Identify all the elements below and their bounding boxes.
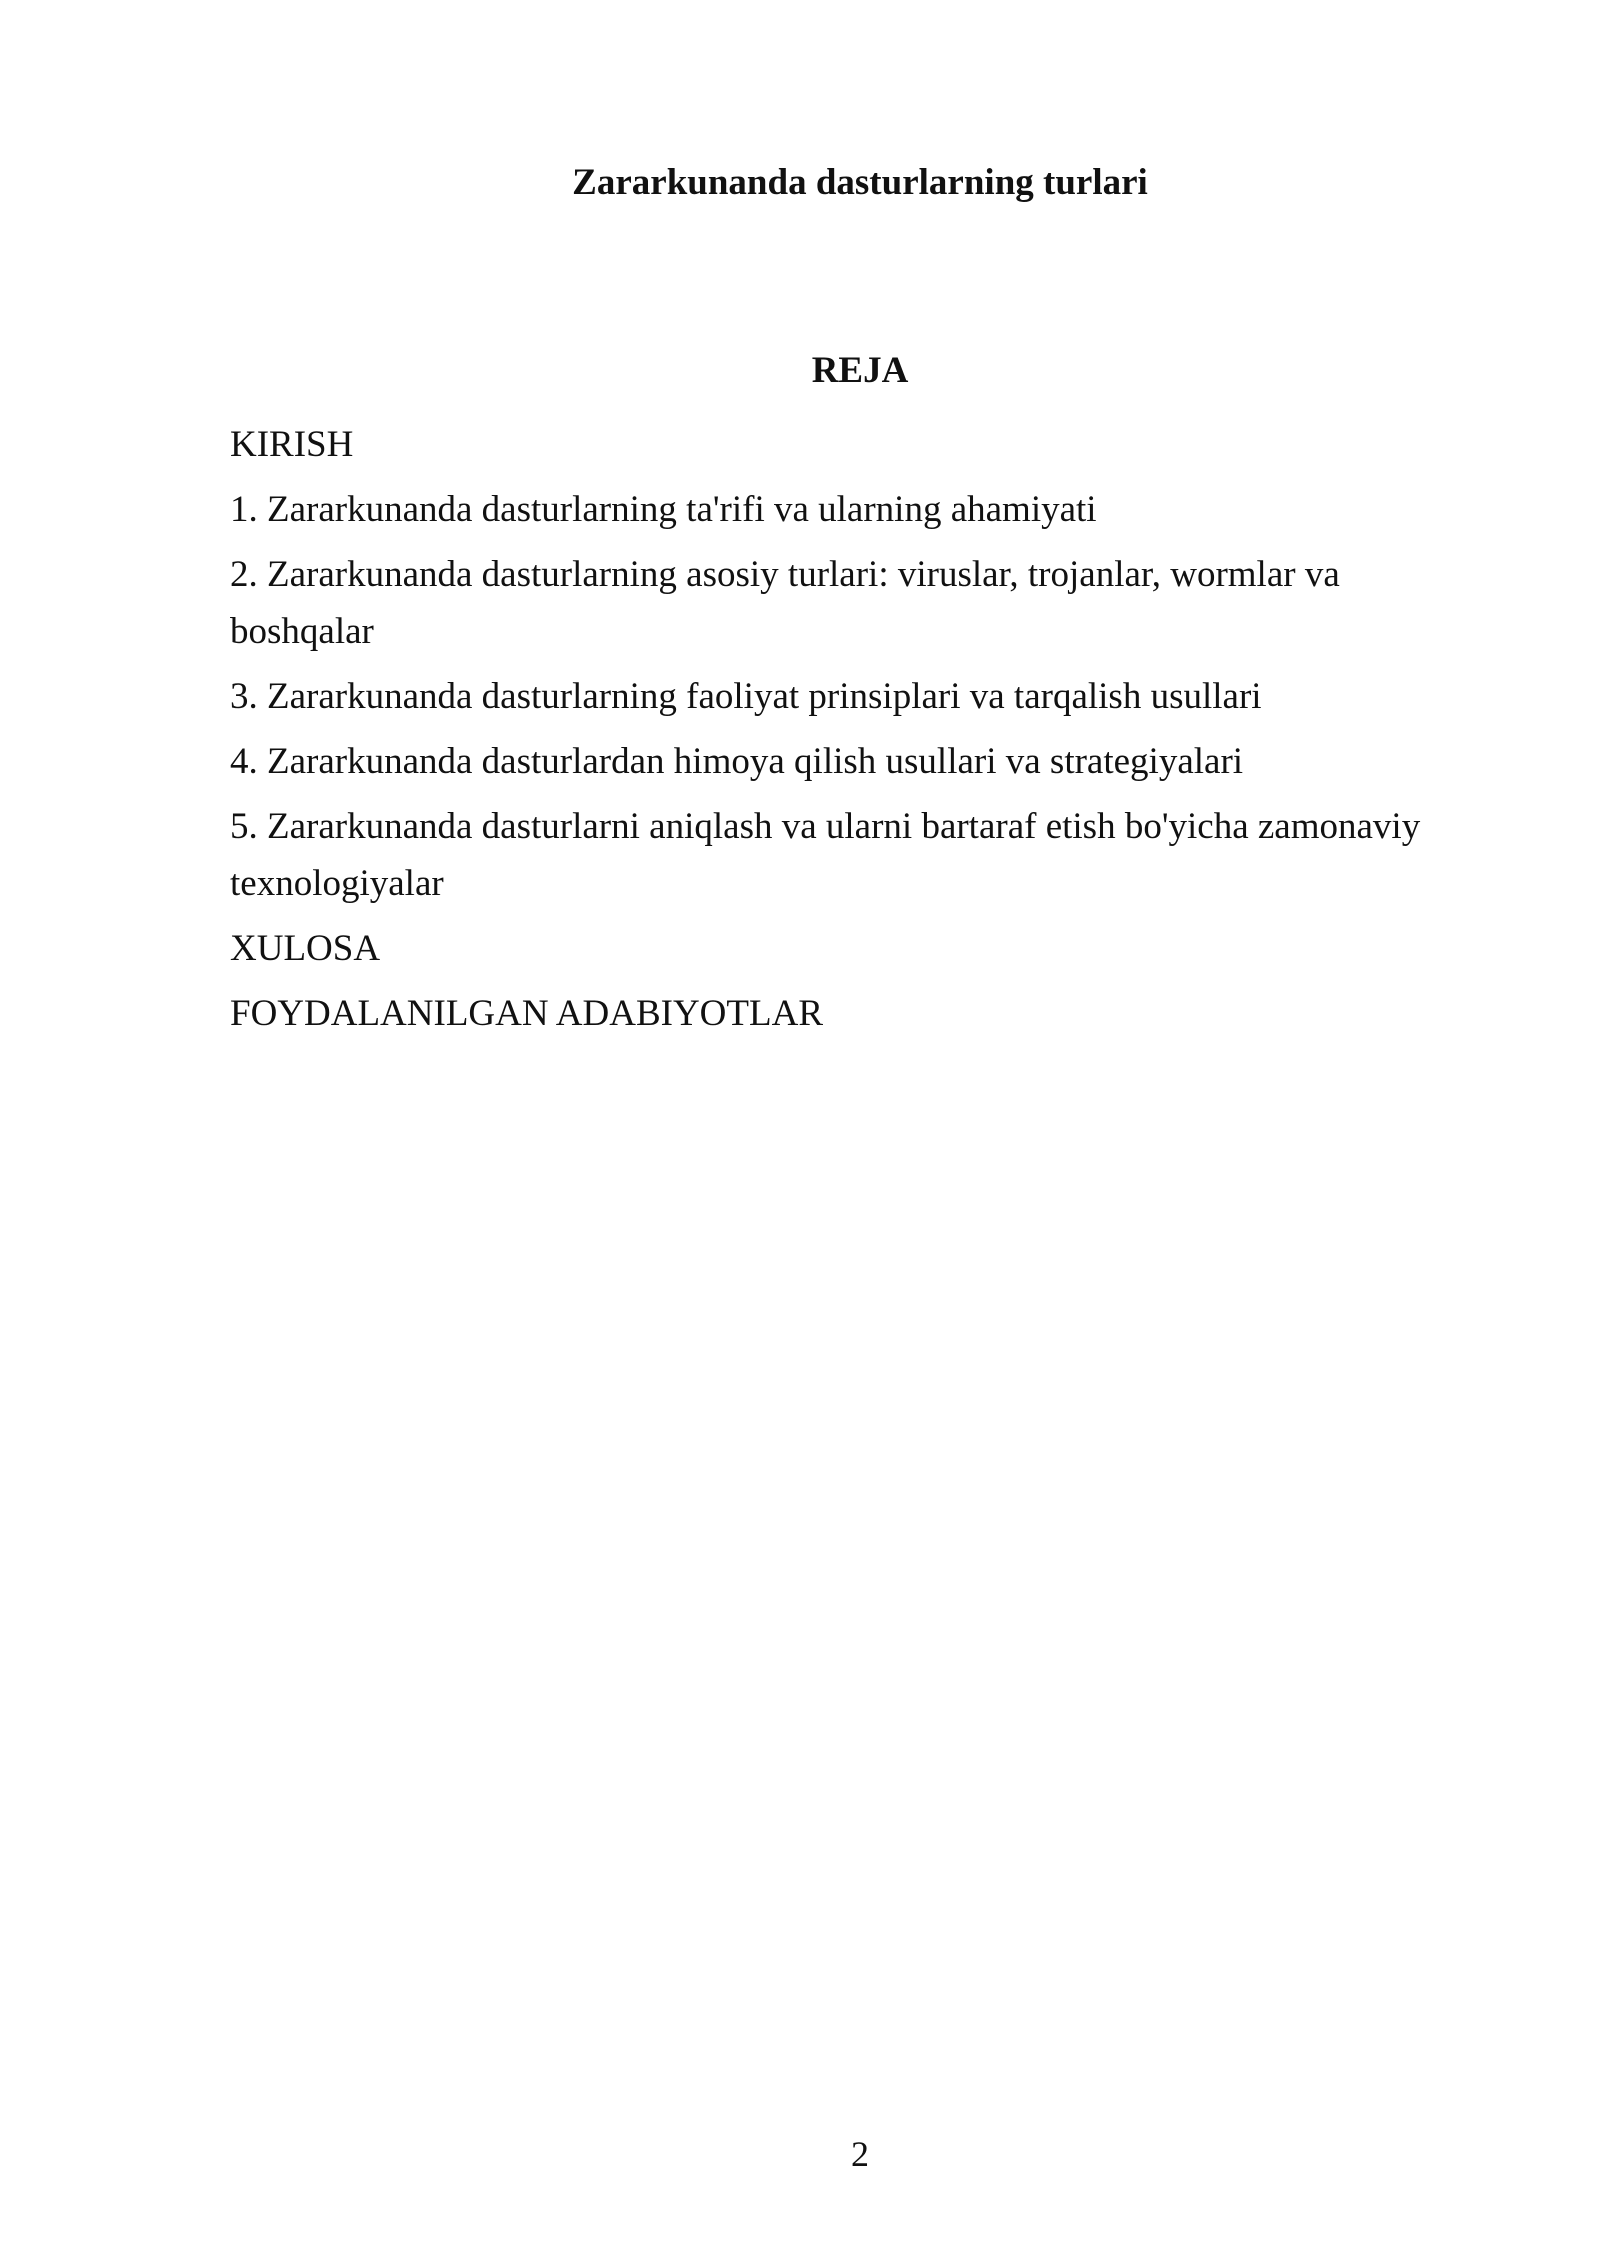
plan-item-references: FOYDALANILGAN ADABIYOTLAR [230, 993, 823, 1034]
plan-item-5: 5. Zararkunanda dasturlarni aniqlash va ularni bartaraf etish bo'yicha zamonaviy texnologiyalar [230, 806, 1421, 904]
plan-item-intro: KIRISH [230, 424, 354, 465]
plan-item-1: 1. Zararkunanda dasturlarning ta'rifi va ularning ahamiyati [230, 489, 1097, 530]
document-title: Zararkunanda dasturlarning turlari [572, 162, 1148, 203]
plan-list [230, 416, 1455, 1050]
page-number: 2 [851, 2134, 869, 2174]
plan-item-conclusion: XULOSA [230, 928, 381, 969]
plan-item-2: 2. Zararkunanda dasturlarning asosiy turlari: viruslar, trojanlar, wormlar va boshqalar [230, 554, 1340, 652]
plan-item-3: 3. Zararkunanda dasturlarning faoliyat prinsiplari va tarqalish usullari [230, 676, 1262, 717]
plan-heading: REJA [811, 350, 909, 391]
plan-item-4: 4. Zararkunanda dasturlardan himoya qilish usullari va strategiyalari [230, 741, 1244, 782]
